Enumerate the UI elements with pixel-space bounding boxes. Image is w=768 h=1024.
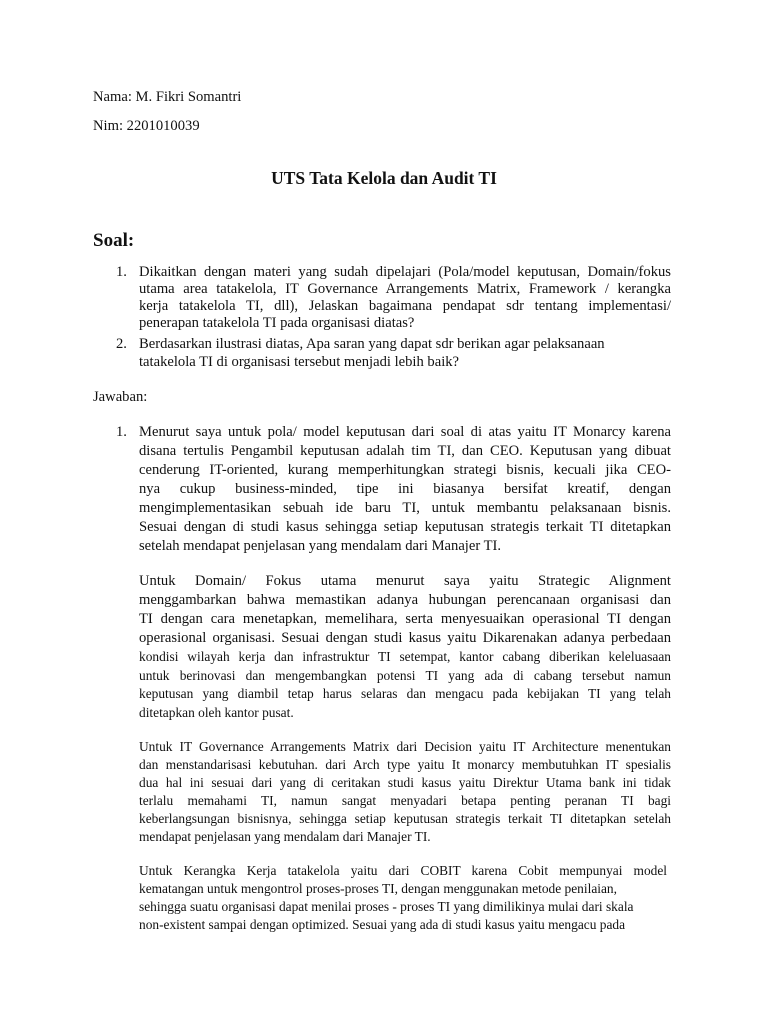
soal-item-1-number: 1. (116, 264, 127, 280)
paragraph-4-line: sehingga suatu organisasi dapat menilai proses - proses TI yang dimilikinya mulai dari skala (139, 899, 634, 914)
paragraph-2-line: menggambarkan bahwa memastikan adanya hubungan perencanaan organisasi dan (139, 592, 671, 608)
paragraph-2-line: keputusan yang diambil tetap harus selaras dan mengacu pada kebijakan TI yang telah (139, 686, 671, 701)
paragraph-2-line: operasional organisasi. Sesuai dengan studi kasus yaitu Dikarenakan adanya perbedaan (139, 630, 671, 646)
paragraph-1-line: Sesuai dengan di studi kasus sehingga setiap keputusan strategis terkait TI ditetapkan (139, 519, 671, 535)
jawaban-heading: Jawaban: (93, 389, 148, 405)
soal-item-1-line: Dikaitkan dengan materi yang sudah dipelajari (Pola/model keputusan, Domain/fokus (139, 264, 671, 280)
paragraph-3-line: mendapat penjelasan yang mendalam dari Manajer TI. (139, 829, 431, 844)
paragraph-2-line: kondisi wilayah kerja dan infrastruktur TI setempat, kantor cabang diberikan keleluasaan (139, 649, 671, 664)
paragraph-1-line: cenderung IT-oriented, kurang memperhitungkan strategi bisnis, kecuali jika CEO- (139, 462, 671, 478)
paragraph-1-line: mengimplementasikan sebuah ide baru TI, untuk membantu pelaksanaan bisnis. (139, 500, 671, 516)
paragraph-1-line: setelah mendapat penjelasan yang mendalam dari Manajer TI. (139, 538, 501, 554)
paragraph-3-line: keberlangsungan bisnisnya, sehingga setiap keputusan strategis terkait TI ditetapkan setelah (139, 811, 671, 826)
paragraph-4-line: kematangan untuk mengontrol proses-proses TI, dengan menggunakan metode penilaian, (139, 881, 617, 896)
soal-item-2-number: 2. (116, 336, 127, 352)
paragraph-3-line: dan menstandarisasi kebutuhan. dari Arch type yaitu It monarcy membutuhkan IT spesialis (139, 757, 671, 772)
paragraph-3-line: terlalu memahami TI, namun sangat menyadari betapa penting peranan TI bagi (139, 793, 671, 808)
document-title: UTS Tata Kelola dan Audit TI (271, 168, 497, 188)
soal-item-2-line: tatakelola TI di organisasi tersebut menjadi lebih baik? (139, 354, 460, 370)
student-name: Nama: M. Fikri Somantri (93, 89, 242, 105)
paragraph-3-line: dua hal ini sesuai dari yang di ceritakan studi kasus yaitu Direktur Utama bank ini tidak (139, 775, 671, 790)
soal-item-2-line: Berdasarkan ilustrasi diatas, Apa saran yang dapat sdr berikan agar pelaksanaan (139, 336, 605, 352)
paragraph-1-line: nya cukup business-minded, tipe ini biasanya bersifat kreatif, dengan (139, 481, 671, 497)
paragraph-2-line: ditetapkan oleh kantor pusat. (139, 705, 294, 720)
paragraph-2-line: Untuk Domain/ Fokus utama menurut saya yaitu Strategic Alignment (139, 573, 671, 589)
soal-item-1-line: utama area tatakelola, IT Governance Arrangements Matrix, Framework / kerangka (139, 281, 671, 297)
soal-item-1-line: penerapan tatakelola TI pada organisasi diatas? (139, 315, 415, 331)
paragraph-2-line: TI dengan cara menetapkan, memelihara, serta menyesuaikan operasional TI dengan (139, 611, 671, 627)
paragraph-3-line: Untuk IT Governance Arrangements Matrix dari Decision yaitu IT Architecture menentukan (139, 739, 671, 754)
paragraph-2-line: untuk berinovasi dan mengembangkan potensi TI yang ada di cabang tersebut namun (139, 668, 671, 683)
paragraph-1-line: disana tertulis Pengambil keputusan adalah tim TI, dan CEO. Keputusan yang dibuat (139, 443, 671, 459)
paragraph-4-line: non-existent sampai dengan optimized. Sesuai yang ada di studi kasus yaitu mengacu pada (139, 917, 626, 932)
paragraph-4-line: Untuk Kerangka Kerja tatakelola yaitu dari COBIT karena Cobit mempunyai model (139, 863, 667, 878)
paragraph-1-line: Menurut saya untuk pola/ model keputusan dari soal di atas yaitu IT Monarcy karena (139, 424, 671, 440)
soal-item-1-line: kerja tatakelola TI, dll), Jelaskan bagaimana pendapat sdr tentang implementasi/ (139, 298, 671, 314)
student-nim: Nim: 2201010039 (93, 118, 200, 134)
jawaban-item-1-number: 1. (116, 424, 127, 440)
soal-heading: Soal: (93, 230, 135, 251)
